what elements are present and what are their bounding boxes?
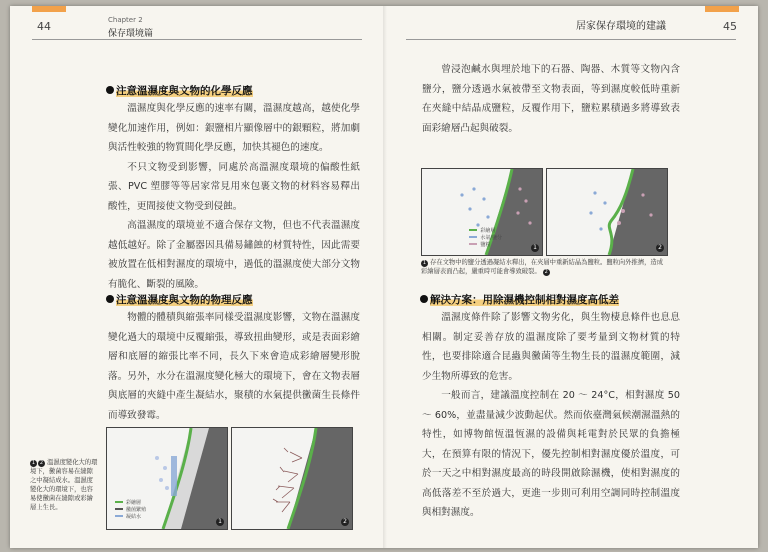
figure-legend: 彩繪層 黴菌繁殖 凝結水 (115, 500, 146, 521)
section-body-physical (108, 308, 360, 425)
bullet-icon (106, 86, 114, 94)
mold-diagram-2 (232, 428, 352, 529)
left-figure-1 (106, 427, 228, 530)
section-body-solution (422, 308, 680, 523)
chapter-label: Chapter 2 (108, 16, 143, 24)
left-page-tab (32, 6, 66, 12)
figure-number-badge: 2 (656, 244, 664, 252)
paragraph: 高溫濕度的環境並不適合保存文物，但也不代表溫濕度越低越好。除了金屬器因具備易鏽蝕的材質特性，因此需要被放置在低相對濕度的環境中，過低的溫濕度使大部分文物有脆化、斷裂的風險。 (108, 220, 360, 290)
paragraph: 溫濕度與化學反應的速率有關，溫濕度越高，越使化學變化加速作用，例如：銀鹽相片顯像層中的銀顆粒，將加劇與活性較強的物質間化學反應，加快其褪色的速度。 (108, 103, 360, 153)
right-figure-caption: 1 存在文物中的鹽分透過凝結水釋出，在夾層中重新結晶為鹽粒。鹽粒向外推擠，造成彩繪層表面凸起，嚴重時可能會導致破裂。 2 (421, 259, 663, 275)
book-gutter (383, 6, 387, 548)
paragraph: 一般而言，建議溫度控制在 20 ～ 24°C，相對濕度 50 ～ 60%，並盡量減少波動起伏。然而依臺灣氣候潮濕溫熱的特性，如博物館恆溫恆濕的設備與耗電對於民眾的負擔極大，在預算有限的情況下，優先控制相對濕度優於溫度，可於一天之中相對濕度最高的時段開啟除濕機，使相對濕度的高低落差不至於過大，更進一步則可利用空調同時控制溫度與相對濕度。 (422, 390, 680, 518)
section-heading-chemical: 注意溫濕度與文物的化學反應 (106, 83, 253, 98)
right-running-title: 居家保存環境的建議 (576, 21, 666, 32)
book-spread (10, 6, 758, 548)
figure-number-badge: 1 (216, 518, 224, 526)
bullet-icon (106, 295, 114, 303)
right-page-tab (705, 6, 739, 12)
section-body-chemical (108, 99, 360, 294)
left-header-rule (32, 39, 362, 40)
paragraph: 不只文物受到影響，同處於高溫濕度環境的偏酸性紙張、PVC 塑膠等等居家常見用來包裹文物的材料容易釋出酸性，更間接使文物受到侵蝕。 (108, 161, 360, 212)
right-page-number: 45 (723, 20, 737, 33)
figure-number-badge: 2 (341, 518, 349, 526)
paragraph: 溫濕度條件除了影響文物劣化，與生物棲息條件也息息相關。制定妥善存放的溫濕度除了要考量到文物材質的特性，也要排除適合昆蟲與黴菌等生物生長的溫濕度範圍，減少生物所導致的危害。 (422, 312, 680, 382)
salt-diagram-2 (547, 169, 667, 255)
salt-intro-text (422, 60, 680, 138)
paragraph: 物體的體積與縮張率同樣受溫濕度影響，文物在溫濕度變化過大的環境中反覆縮張，導致扭曲變形，或是表面彩繪層和底層的縮張比率不同，長久下來會造成彩繪層變形脫落。另外，水分在溫濕度變化極大的環境下，會在文物表層與底層的夾縫中產生凝結水，聚積的水氣提供黴菌生長條件而導致發霉。 (108, 312, 360, 421)
right-figure-2 (546, 168, 668, 256)
left-page-number: 44 (37, 20, 51, 33)
left-figure-2 (231, 427, 353, 530)
bullet-icon (420, 295, 428, 303)
section-heading-solution: 解決方案：用除濕機控制相對濕度高低差 (420, 292, 619, 307)
left-figure-caption: 1 2 溫濕度變化大的環境下，黴菌容易在縫隙之中凝結成水。溫濕度變化大的環境下，也容易使黴菌在縫隙或彩繪層上生長。 (30, 459, 98, 511)
chapter-title: 保存環境篇 (108, 29, 154, 39)
figure-number-badge: 1 (531, 244, 539, 252)
right-header-rule (406, 39, 736, 40)
paragraph: 曾浸泡鹹水與埋於地下的石器、陶器、木質等文物內含鹽分，鹽分透過水氣被帶至文物表面，等到濕度較低時重新在夾縫中結晶成鹽粒，反覆作用下，鹽粒累積過多將導致表面彩繪層凸起與破裂。 (422, 64, 680, 134)
section-heading-physical: 注意溫濕度與文物的物理反應 (106, 292, 253, 307)
right-figure-1 (421, 168, 543, 256)
figure-legend: 彩繪層 水氣/鹽分 鹽粒 (469, 228, 502, 249)
